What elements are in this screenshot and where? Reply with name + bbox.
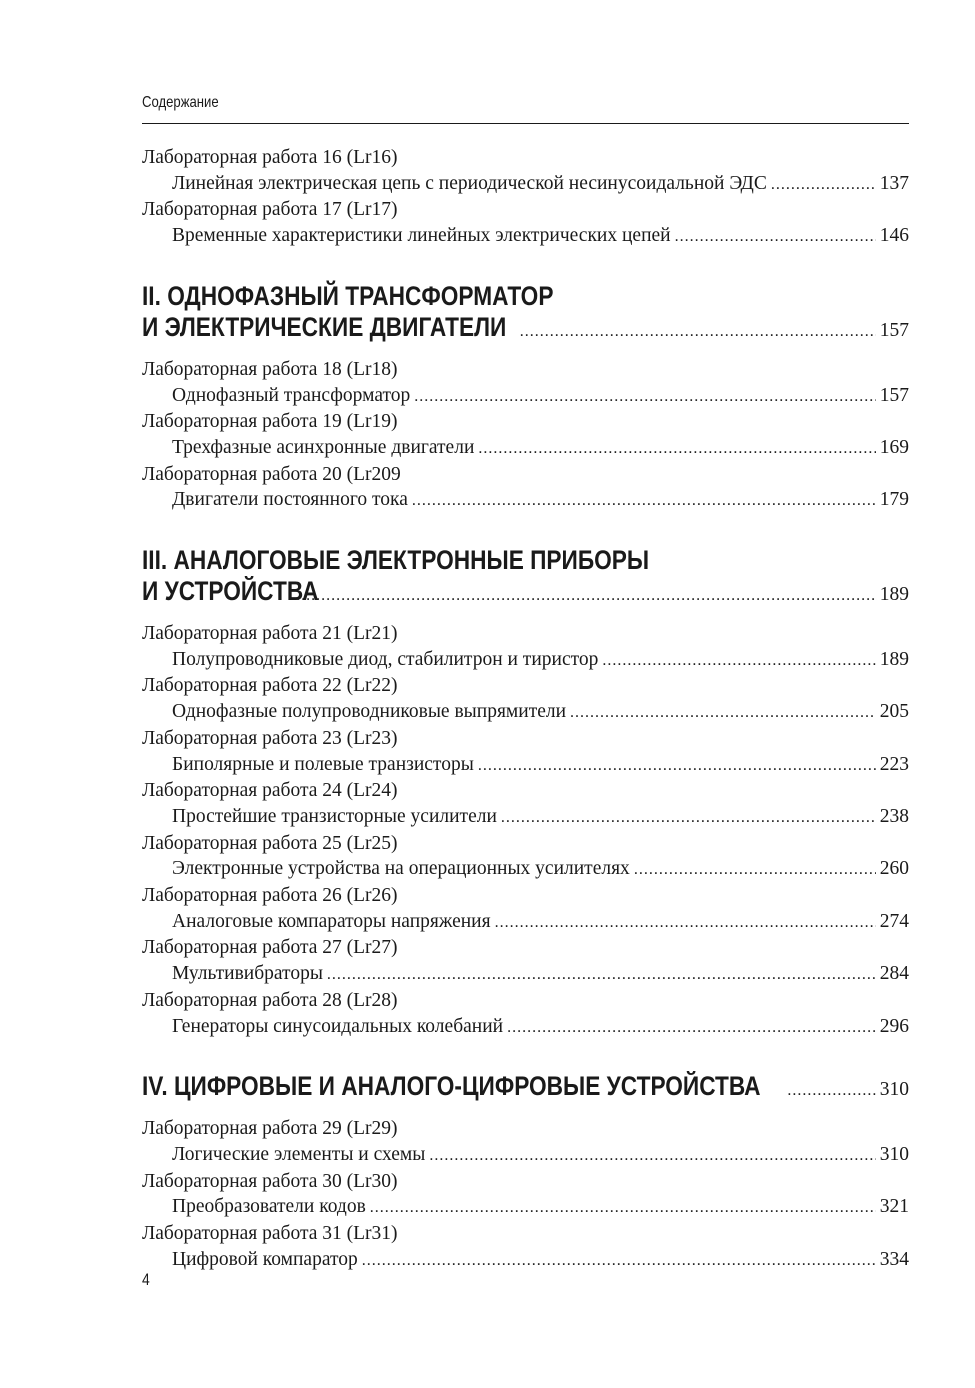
lab-work-page-number: 296	[879, 1015, 909, 1037]
toc-entry	[142, 357, 909, 409]
dot-leader	[634, 857, 876, 883]
lab-work-title: Логические элементы и схемы	[172, 1143, 426, 1165]
toc-entry	[142, 831, 909, 883]
section-heading	[142, 1071, 909, 1102]
dot-leader	[296, 587, 876, 605]
lab-work-page-number: 157	[879, 384, 909, 406]
lab-work-label: Лабораторная работа 24 (Lr24)	[142, 780, 398, 802]
lab-work-title: Биполярные и полевые транзисторы	[172, 753, 474, 775]
lab-work-line	[142, 1247, 909, 1274]
toc-entry	[142, 197, 909, 249]
lab-work-title: Мультивибраторы	[172, 963, 323, 985]
lab-work-label: Лабораторная работа 31 (Lr31)	[142, 1223, 398, 1245]
lab-work-line	[142, 961, 909, 988]
lab-work-title: Преобразователи кодов	[172, 1196, 366, 1218]
table-of-contents	[142, 145, 909, 1274]
dot-leader	[414, 384, 876, 410]
section-page-number: 157	[879, 319, 909, 341]
lab-work-page-number: 260	[879, 858, 909, 880]
lab-work-label: Лабораторная работа 21 (Lr21)	[142, 623, 398, 645]
header-rule	[142, 123, 909, 124]
dot-leader	[771, 172, 876, 198]
lab-work-label: Лабораторная работа 19 (Lr19)	[142, 411, 398, 433]
lab-work-label: Лабораторная работа 23 (Lr23)	[142, 727, 398, 749]
toc-entry	[142, 409, 909, 461]
lab-work-page-number: 179	[879, 489, 909, 511]
lab-work-title: Двигатели постоянного тока	[172, 489, 408, 511]
lab-work-page-number: 310	[879, 1143, 909, 1165]
lab-work-line	[142, 909, 909, 936]
section-title-text: И УСТРОЙСТВА	[142, 576, 319, 607]
lab-work-line	[142, 647, 909, 674]
lab-work-title: Полупроводниковые диод, стабилитрон и тиристор	[172, 648, 599, 670]
dot-leader	[507, 1015, 876, 1041]
toc-entry	[142, 883, 909, 935]
lab-work-line	[142, 435, 909, 462]
dot-leader	[478, 753, 876, 779]
lab-work-label: Лабораторная работа 27 (Lr27)	[142, 937, 398, 959]
lab-work-label: Лабораторная работа 22 (Lr22)	[142, 675, 398, 697]
lab-work-title: Однофазные полупроводниковые выпрямители	[172, 701, 567, 723]
toc-entry	[142, 145, 909, 197]
lab-work-title: Линейная электрическая цепь с периодической несинусоидальной ЭДС	[172, 172, 767, 194]
toc-entry	[142, 726, 909, 778]
dot-leader	[501, 805, 876, 831]
lab-work-page-number: 146	[879, 225, 909, 247]
lab-work-line	[142, 1142, 909, 1169]
lab-work-page-number: 137	[879, 172, 909, 194]
lab-work-label: Лабораторная работа 26 (Lr26)	[142, 885, 398, 907]
section-title-text: И ЭЛЕКТРИЧЕСКИЕ ДВИГАТЕЛИ	[142, 311, 507, 342]
lab-work-page-number: 321	[879, 1196, 909, 1218]
toc-entry	[142, 1169, 909, 1221]
dot-leader	[327, 962, 876, 988]
lab-work-label: Лабораторная работа 17 (Lr17)	[142, 199, 398, 221]
lab-work-page-number: 238	[879, 805, 909, 827]
lab-work-page-number: 205	[879, 701, 909, 723]
dot-leader	[570, 700, 876, 726]
lab-work-title: Однофазный трансформатор	[172, 384, 411, 406]
toc-entry	[142, 988, 909, 1040]
dot-leader	[370, 1195, 876, 1221]
dot-leader	[478, 436, 875, 462]
lab-work-label: Лабораторная работа 29 (Lr29)	[142, 1118, 398, 1140]
lab-work-label: Лабораторная работа 30 (Lr30)	[142, 1170, 398, 1192]
dot-leader	[429, 1143, 875, 1169]
lab-work-title: Аналоговые компараторы напряжения	[172, 910, 491, 932]
lab-work-page-number: 169	[879, 436, 909, 458]
toc-entry	[142, 1221, 909, 1273]
section-page-number: 310	[879, 1079, 909, 1101]
page-number: 4	[142, 1270, 150, 1289]
lab-work-title: Электронные устройства на операционных усилителях	[172, 858, 630, 880]
lab-work-line	[142, 752, 909, 779]
toc-entry	[142, 1116, 909, 1168]
lab-work-page-number: 189	[879, 648, 909, 670]
lab-work-title: Генераторы синусоидальных колебаний	[172, 1015, 504, 1037]
lab-work-line	[142, 1014, 909, 1041]
lab-work-title: Простейшие транзисторные усилители	[172, 805, 497, 827]
lab-work-line	[142, 223, 909, 250]
dot-leader	[602, 648, 875, 674]
section-title-line2	[142, 312, 909, 343]
section-title-line2	[142, 576, 909, 607]
lab-work-line	[142, 699, 909, 726]
section-title-line1: II. ОДНОФАЗНЫЙ ТРАНСФОРМАТОР	[142, 280, 554, 311]
toc-entry	[142, 935, 909, 987]
lab-work-page-number: 334	[879, 1248, 909, 1270]
lab-work-label: Лабораторная работа 16 (Lr16)	[142, 147, 398, 168]
section-title-line1: III. АНАЛОГОВЫЕ ЭЛЕКТРОННЫЕ ПРИБОРЫ	[142, 545, 650, 576]
toc-entry	[142, 621, 909, 673]
dot-leader	[412, 488, 876, 514]
section-page-number: 189	[879, 584, 909, 606]
lab-work-title: Трехфазные асинхронные двигатели	[172, 436, 475, 458]
toc-entry	[142, 673, 909, 725]
dot-leader	[495, 910, 876, 936]
lab-work-line	[142, 171, 909, 198]
section-title-line2	[142, 1071, 909, 1102]
lab-work-line	[142, 383, 909, 410]
lab-work-page-number: 274	[879, 910, 909, 932]
lab-work-line	[142, 856, 909, 883]
toc-entry	[142, 462, 909, 514]
running-head: Содержание	[142, 94, 219, 111]
lab-work-label: Лабораторная работа 20 (Lr209	[142, 463, 401, 485]
dot-leader	[520, 323, 876, 341]
lab-work-title: Цифровой компаратор	[172, 1248, 358, 1270]
lab-work-label: Лабораторная работа 25 (Lr25)	[142, 832, 398, 854]
section-title-text: IV. ЦИФРОВЫЕ И АНАЛОГО-ЦИФРОВЫЕ УСТРОЙСТВА	[142, 1071, 761, 1102]
lab-work-line	[142, 1194, 909, 1221]
dot-leader	[787, 1082, 875, 1100]
lab-work-line	[142, 804, 909, 831]
section-heading	[142, 281, 909, 343]
lab-work-label: Лабораторная работа 18 (Lr18)	[142, 358, 398, 380]
toc-entry	[142, 778, 909, 830]
section-heading	[142, 545, 909, 607]
lab-work-line	[142, 487, 909, 514]
dot-leader	[362, 1248, 876, 1274]
lab-work-page-number: 223	[879, 753, 909, 775]
lab-work-page-number: 284	[879, 963, 909, 985]
lab-work-title: Временные характеристики линейных электрических цепей	[172, 225, 671, 247]
lab-work-label: Лабораторная работа 28 (Lr28)	[142, 989, 398, 1011]
dot-leader	[675, 224, 876, 250]
